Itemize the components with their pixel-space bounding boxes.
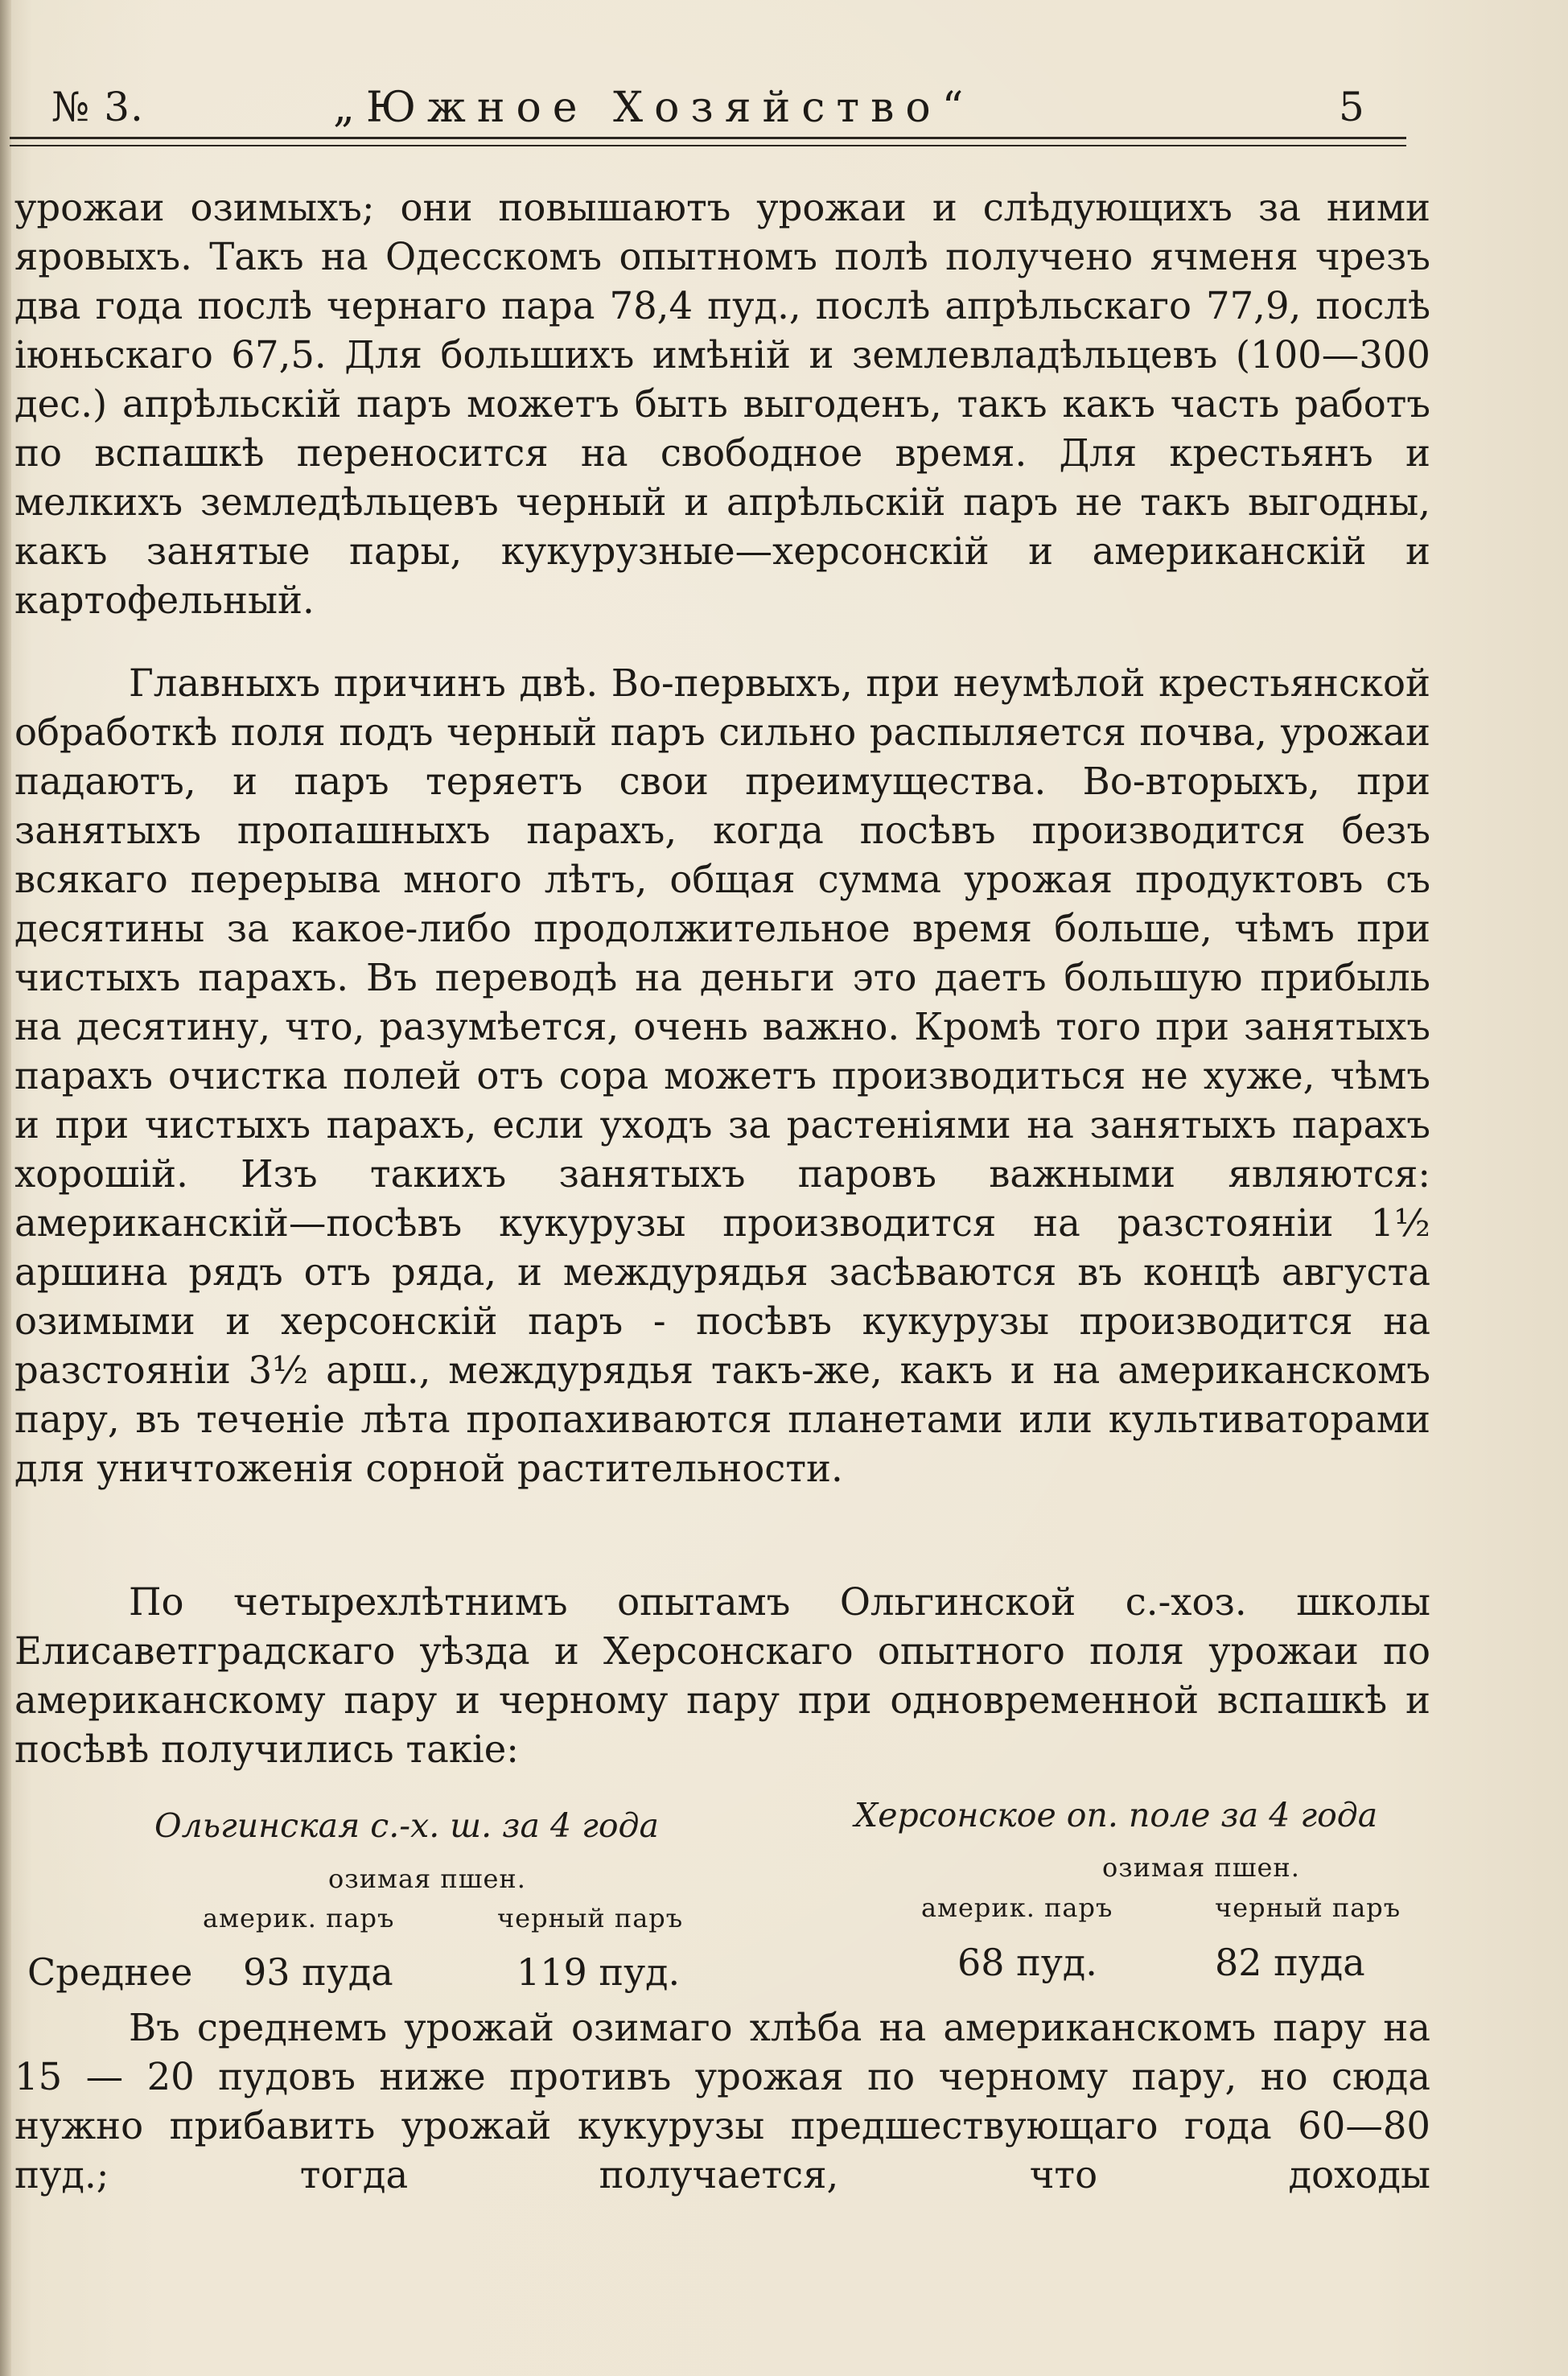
olga-american-value: 93 пуда <box>243 1950 393 1994</box>
running-header <box>51 84 1419 140</box>
kherson-field-title: Херсонское оп. поле за 4 года <box>854 1796 1378 1835</box>
journal-title: „Южное Хозяйство“ <box>333 84 975 132</box>
book-spine-shadow <box>0 0 11 2376</box>
olga-black-fallow-header: черный паръ <box>497 1903 684 1933</box>
olga-american-fallow-header: америк. паръ <box>203 1903 395 1933</box>
kherson-black-value: 82 пуда <box>1215 1941 1365 1984</box>
kherson-black-fallow-header: черный паръ <box>1215 1892 1401 1923</box>
header-rule-top <box>10 137 1406 139</box>
issue-number: № 3. <box>51 84 144 130</box>
average-row-label: Среднее <box>27 1950 193 1994</box>
kherson-american-fallow-header: америк. паръ <box>921 1892 1113 1923</box>
header-rule-bottom <box>10 145 1406 146</box>
kherson-crop-header: озимая пшен. <box>1102 1852 1300 1883</box>
paragraph-average-yield: Въ среднемъ урожай озимаго хлѣба на американскомъ пару на 15 — 20 пудовъ ниже противъ урожая по черному пару, но сюда нужно прибавить урожай кукурузы предшествующаго года 60—80 пуд.; тогда получается, что доходы <box>14 2006 1430 2197</box>
page-number: 5 <box>1339 84 1364 130</box>
olga-crop-header: озимая пшен. <box>328 1863 526 1894</box>
kherson-american-value: 68 пуд. <box>957 1941 1097 1984</box>
olga-school-title: Ольгинская с.-х. ш. за 4 года <box>154 1806 659 1845</box>
paragraph-fallow-yields: урожаи озимыхъ; они повышаютъ урожаи и слѣдующихъ за ними яровыхъ. Такъ на Одесскомъ опытномъ полѣ получено ячменя чрезъ два года послѣ чернаго пара 78,4 пуд., послѣ апрѣльскаго 77,9, послѣ іюньскаго 67,5. Для большихъ имѣній и землевладѣльцевъ (100—300 дес.) апрѣльскій паръ можетъ быть выгоденъ, такъ какъ часть работъ по вспашкѣ переносится на свободное время. Для крестьянъ и мелкихъ земледѣльцевъ черный и апрѣльскій паръ не такъ выгодны, какъ занятые пары, кукурузные—херсонскій и американскій и картофельный. <box>14 186 1430 622</box>
paragraph-two-reasons: Главныхъ причинъ двѣ. Во-первыхъ, при неумѣлой крестьянской обработкѣ поля подъ черный паръ сильно распыляется почва, урожаи падаютъ, и паръ теряетъ свои преимущества. Во-вторыхъ, при занятыхъ пропашныхъ парахъ, когда посѣвъ производится безъ всякаго перерыва много лѣтъ, общая сумма урожая продуктовъ съ десятины за какое-либо продолжительное время больше, чѣмъ при чистыхъ парахъ. Въ переводѣ на деньги это даетъ большую прибыль на десятину, что, разумѣется, очень важно. Кромѣ того при занятыхъ парахъ очистка полей отъ сора можетъ производиться не хуже, чѣмъ и при чистыхъ парахъ, если уходъ за растеніями на занятыхъ парахъ хорошій. Изъ такихъ занятыхъ паровъ важными являются: американскій—посѣвъ кукурузы производится на разстояніи 1½ аршина рядъ отъ ряда, и междурядья засѣваются въ концѣ августа озимыми и херсонскій паръ - посѣвъ кукурузы производится на разстояніи 3½ арш., междурядья такъ-же, какъ и на американскомъ пару, въ теченіе лѣта пропахиваются планетами или культиваторами для уничтоженія сорной растительности. <box>14 661 1430 1490</box>
paragraph-four-year-trials: По четырехлѣтнимъ опытамъ Ольгинской с.-хоз. школы Елисаветградскаго уѣзда и Херсонскаго опытного поля урожаи по американскому пару и черному пару при одновременной вспашкѣ и посѣвѣ получились такіе: <box>14 1580 1430 1771</box>
olga-black-value: 119 пуд. <box>516 1950 681 1994</box>
